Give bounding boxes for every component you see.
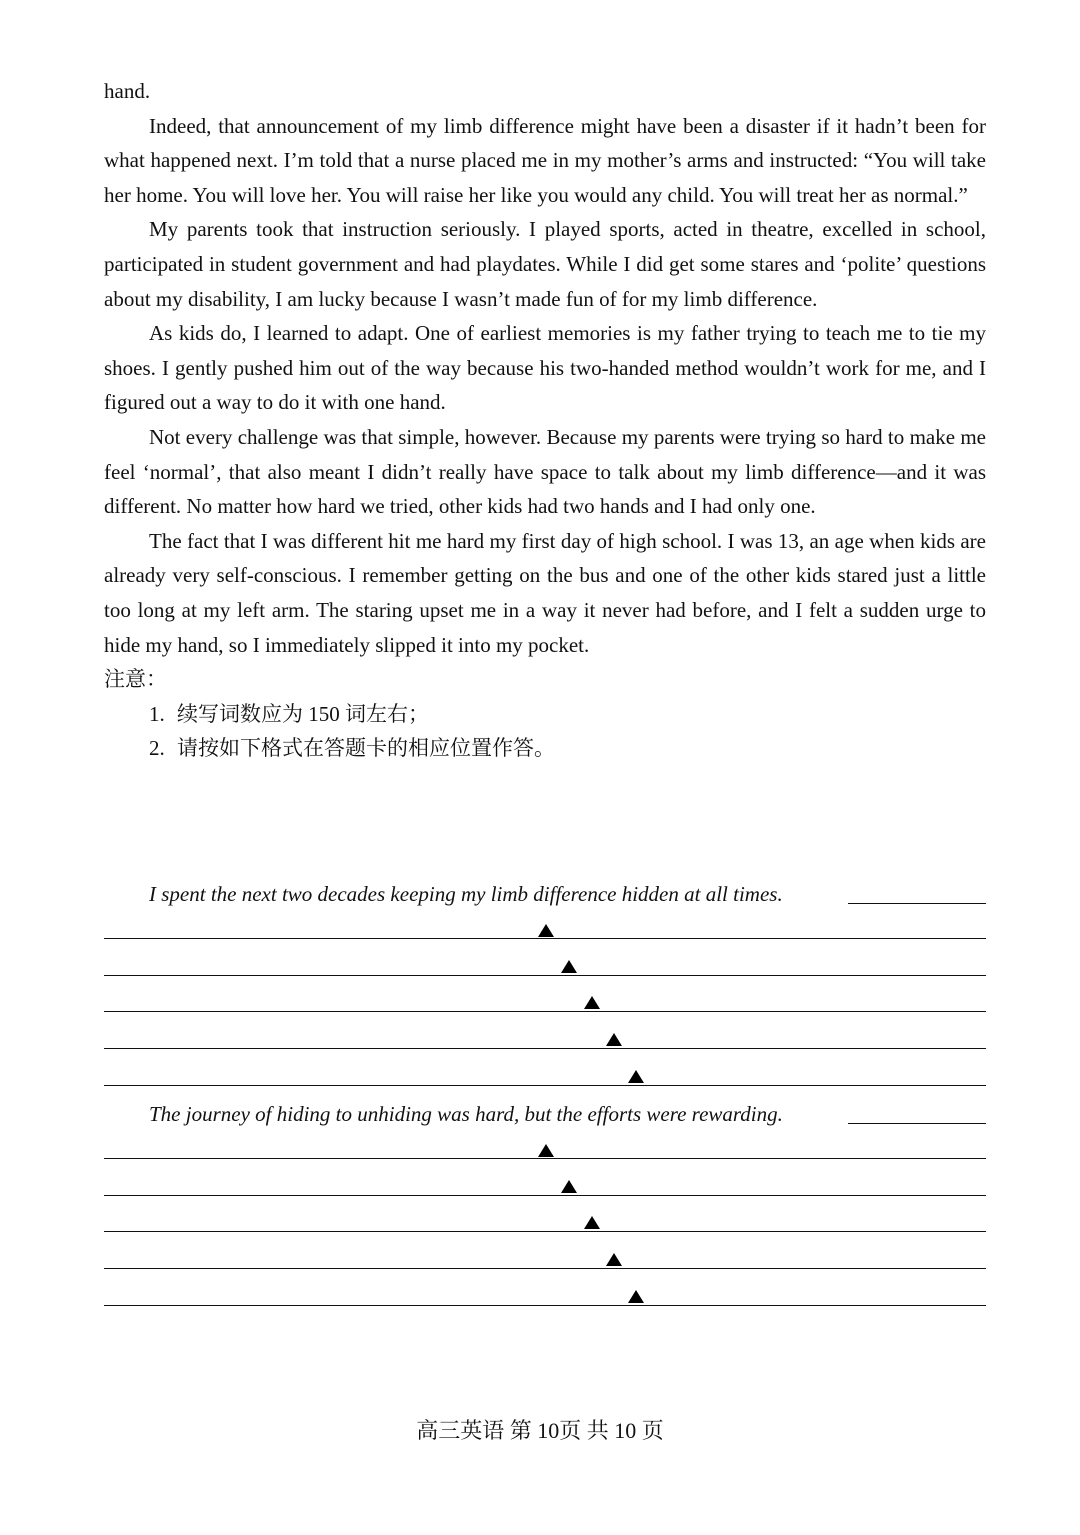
answer-line (104, 1158, 986, 1159)
triangle-marker-icon (561, 960, 577, 973)
page-footer: 高三英语 第 10页 共 10 页 (416, 1418, 664, 1443)
passage-paragraph: The fact that I was different hit me hard my first day of high school. I was 13, an age when kids are already very self-conscious. I remember getting on the bus and one of the other kids stared just a little too long at my left arm. The staring upset me in a way it never had before, and I felt a sudden urge to hide my hand, so I immediately slipped it into my pocket. (104, 528, 986, 657)
triangle-marker-icon (584, 1216, 600, 1229)
triangle-marker-icon (561, 1180, 577, 1193)
answer-line (104, 1268, 986, 1269)
notes-title: 注意： (104, 667, 167, 692)
triangle-marker-icon (606, 1033, 622, 1046)
passage-paragraph: Indeed, that announcement of my limb difference might have been a disaster if it hadn’t been for what happened next. I’m told that a nurse placed me in my mother’s arms and instructed: “You will take her home. You will love her. You will raise her like you would any child. You will treat her as normal.” (104, 113, 986, 207)
answer-line (104, 975, 986, 976)
note-text: 续写词数应为 150 词左右； (177, 701, 429, 726)
passage-paragraph: My parents took that instruction seriously. I played sports, acted in theatre, excelled in school, participated in student government and had playdates. While I did get some stares and ‘polite’ questions about my disability, I am lucky because I wasn’t made fun of for my limb difference. (104, 217, 986, 311)
triangle-marker-icon (584, 996, 600, 1009)
answer-line (104, 938, 986, 939)
prompt-blank-line (848, 903, 986, 904)
passage-lead: hand. (104, 79, 151, 103)
triangle-marker-icon (628, 1290, 644, 1303)
passage-paragraph: Not every challenge was that simple, however. Because my parents were trying so hard to make me feel ‘normal’, that also meant I didn’t really have space to talk about my limb difference—and it was different. No matter how hard we tried, other kids had two hands and I had only one. (104, 424, 986, 519)
answer-line (104, 1085, 986, 1086)
note-text: 请按如下格式在答题卡的相应位置作答。 (177, 736, 555, 761)
answer-line (104, 1305, 986, 1306)
triangle-marker-icon (538, 924, 554, 937)
prompt-blank-line (848, 1123, 986, 1124)
continuation-prompt: The journey of hiding to unhiding was hard, but the efforts were rewarding. (149, 1102, 783, 1126)
note-number: 1. (149, 701, 165, 726)
answer-line (104, 1195, 986, 1196)
note-number: 2. (149, 736, 165, 761)
prompt-line (104, 1096, 986, 1132)
note-item (104, 697, 986, 732)
passage-paragraph: As kids do, I learned to adapt. One of earliest memories is my father trying to teach me to tie my shoes. I gently pushed him out of the way because his two-handed method wouldn’t work for me, and I figured out a way to do it with one hand. (104, 321, 986, 415)
answer-line (104, 1011, 986, 1012)
answer-section-1 (104, 876, 986, 912)
passage (104, 74, 986, 766)
answer-section-2 (104, 1096, 986, 1132)
answer-line (104, 1231, 986, 1232)
triangle-marker-icon (606, 1253, 622, 1266)
answer-line (104, 1048, 986, 1049)
continuation-prompt: I spent the next two decades keeping my limb difference hidden at all times. (149, 882, 783, 906)
note-item (104, 731, 986, 766)
triangle-marker-icon (628, 1070, 644, 1083)
triangle-marker-icon (538, 1144, 554, 1157)
prompt-line (104, 876, 986, 912)
